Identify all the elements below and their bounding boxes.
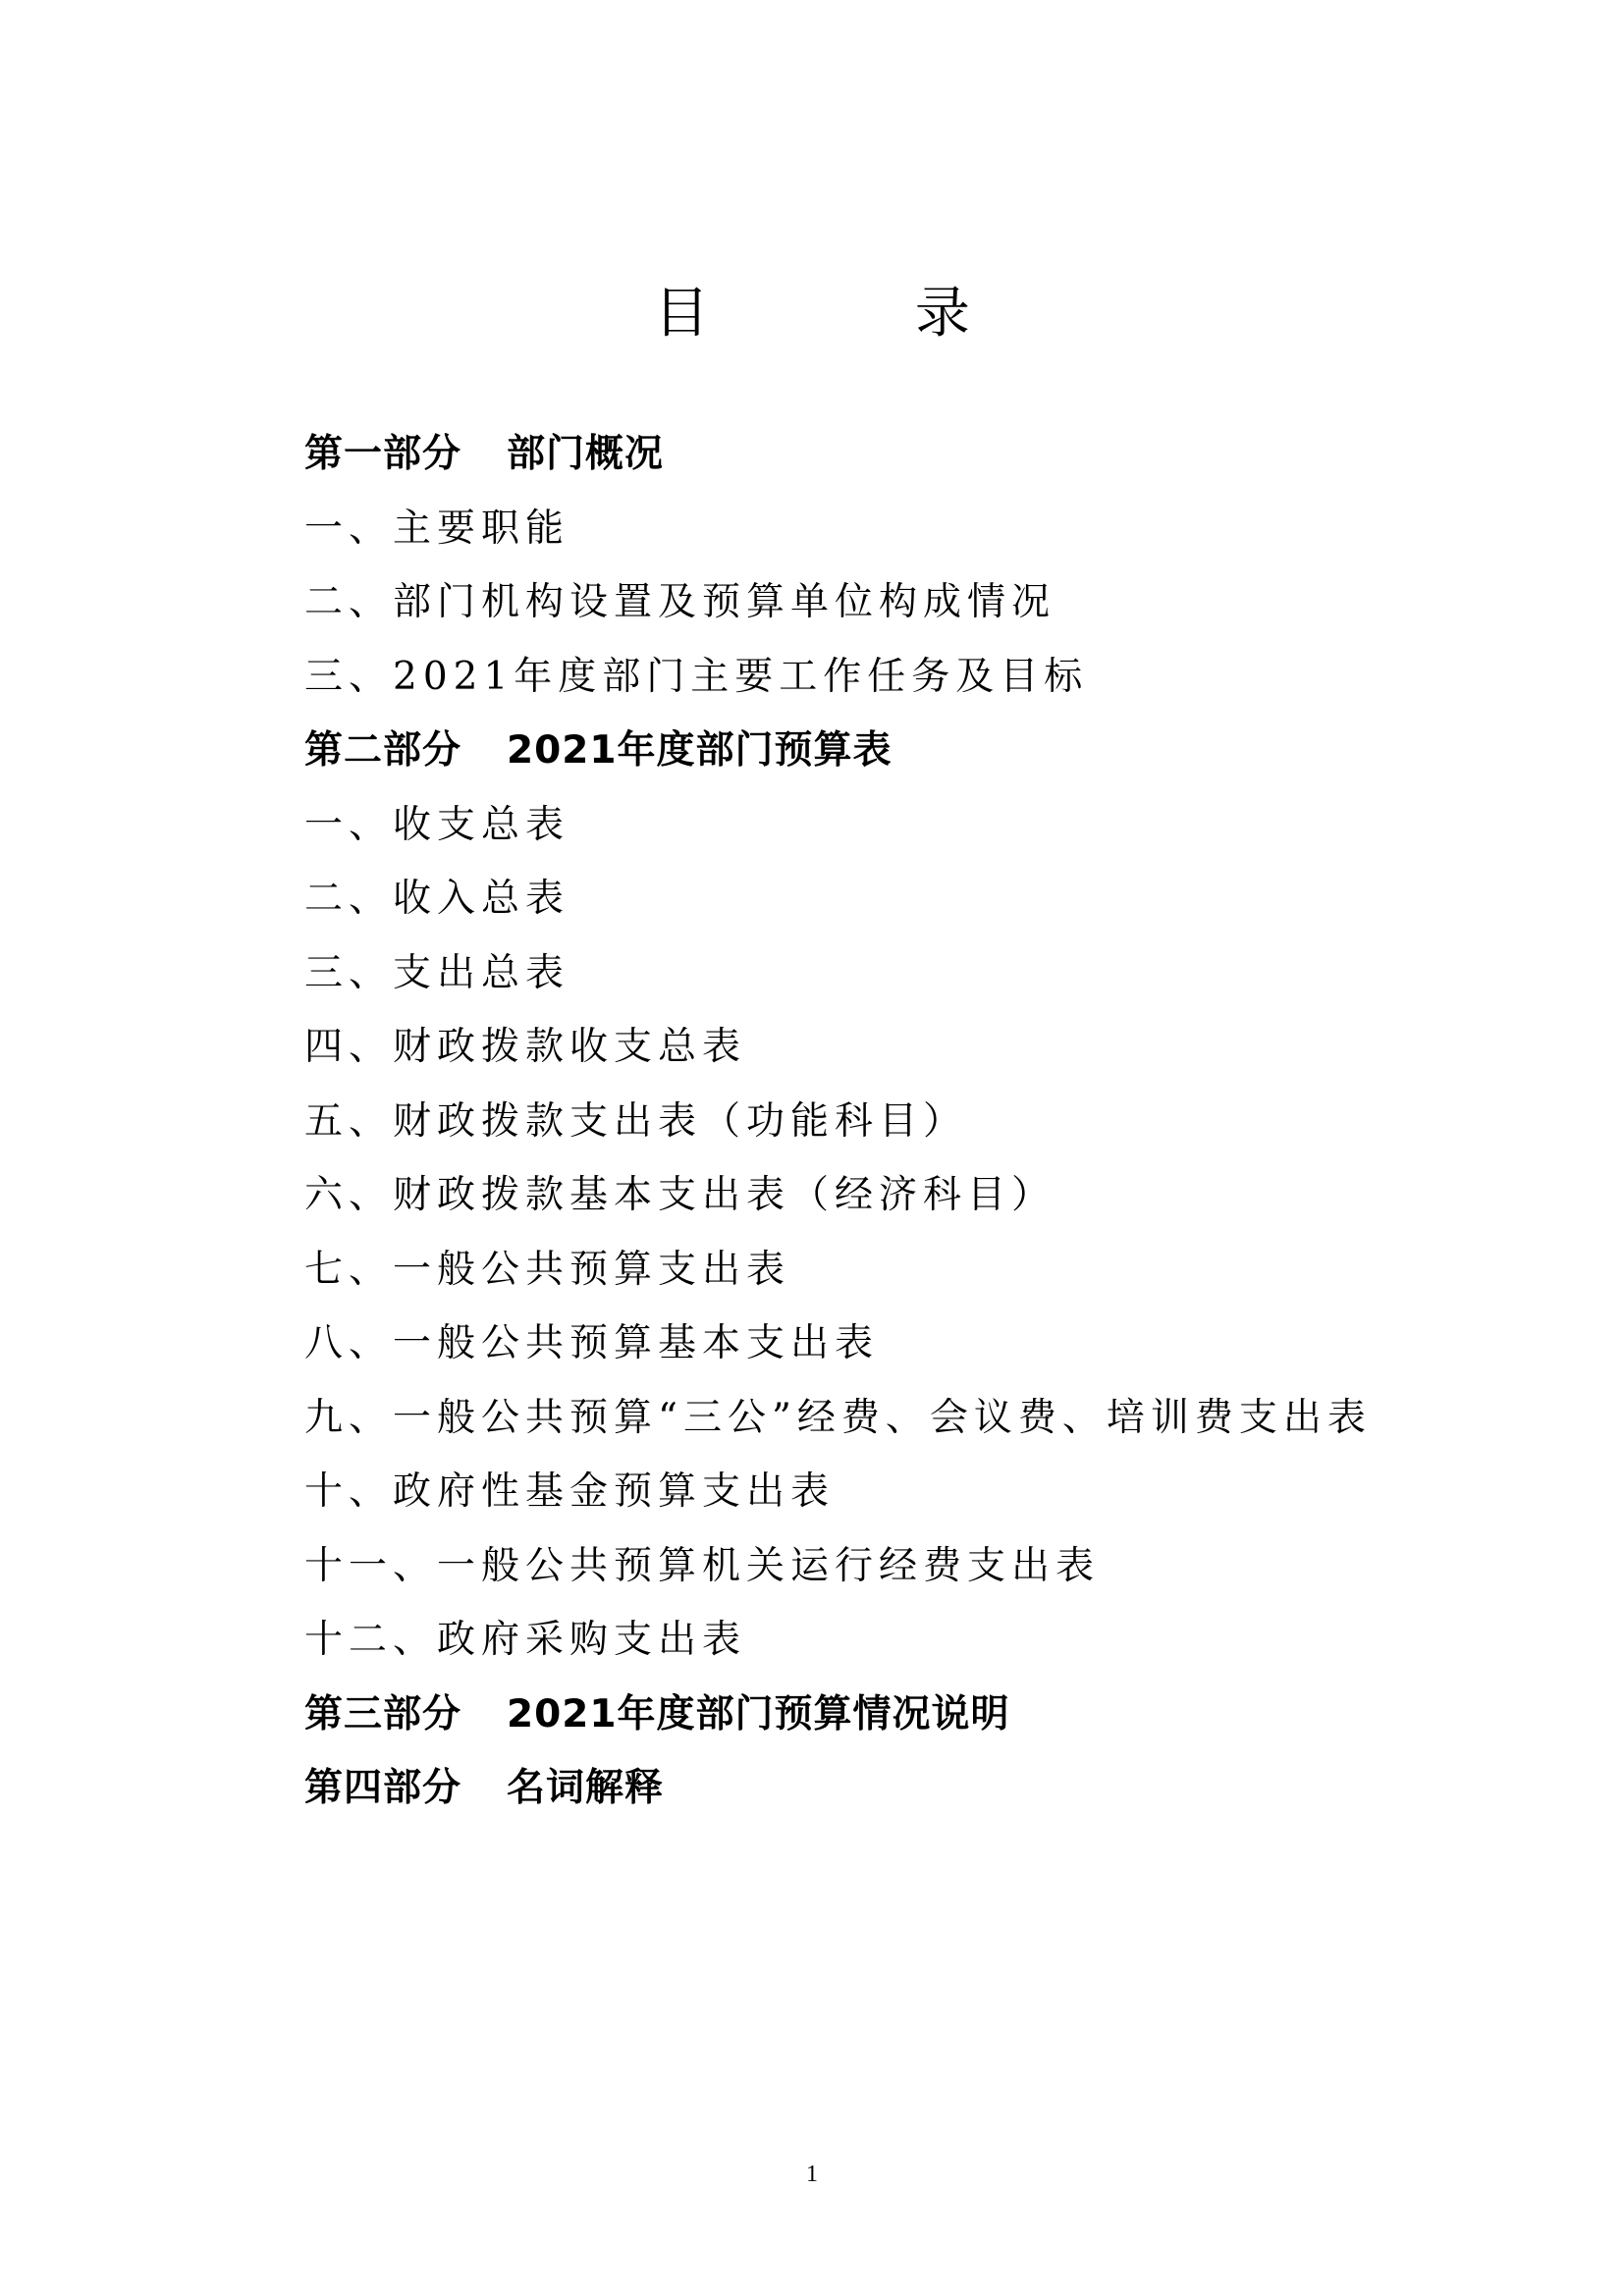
page-number: 1 — [806, 2162, 818, 2187]
toc-item[interactable]: 八、一般公共预算基本支出表 — [304, 1321, 880, 1365]
toc-part-1[interactable] — [304, 417, 1483, 492]
toc-item[interactable]: 一、收支总表 — [304, 802, 570, 847]
part-title: 名词解释 — [507, 1766, 665, 1810]
toc-item[interactable]: 六、财政拨款基本支出表（经济科目） — [304, 1173, 1056, 1217]
toc-item[interactable]: 二、收入总表 — [304, 877, 570, 921]
toc-item[interactable]: 三、支出总表 — [304, 950, 570, 995]
part-label: 第二部分 — [304, 728, 462, 773]
toc-part-2[interactable] — [304, 714, 1483, 788]
toc-item[interactable]: 九、一般公共预算“三公”经费、会议费、培训费支出表 — [304, 1395, 1372, 1440]
toc-item[interactable]: 十、政府性基金预算支出表 — [304, 1469, 836, 1514]
toc-title: 目 录 — [654, 282, 1064, 346]
toc-item[interactable]: 一、主要职能 — [304, 506, 570, 551]
toc-item[interactable]: 三、2021年度部门主要工作任务及目标 — [304, 654, 1089, 699]
table-of-contents — [304, 417, 1483, 1826]
part-title: 部门概况 — [507, 432, 665, 476]
toc-item[interactable]: 七、一般公共预算支出表 — [304, 1247, 791, 1292]
part-title: 2021年度部门预算表 — [507, 728, 893, 773]
toc-part-4[interactable] — [304, 1751, 1483, 1826]
toc-item[interactable]: 二、部门机构设置及预算单位构成情况 — [304, 580, 1056, 624]
toc-item[interactable]: 四、财政拨款收支总表 — [304, 1025, 747, 1069]
toc-item[interactable]: 五、财政拨款支出表（功能科目） — [304, 1098, 968, 1144]
toc-part-3[interactable] — [304, 1678, 1483, 1752]
part-label: 第一部分 — [304, 432, 462, 476]
toc-item[interactable]: 十二、政府采购支出表 — [304, 1618, 747, 1662]
part-title: 2021年度部门预算情况说明 — [507, 1691, 1010, 1736]
part-label: 第四部分 — [304, 1766, 462, 1810]
part-label: 第三部分 — [304, 1691, 462, 1736]
toc-item[interactable]: 十一、一般公共预算机关运行经费支出表 — [304, 1543, 1101, 1588]
